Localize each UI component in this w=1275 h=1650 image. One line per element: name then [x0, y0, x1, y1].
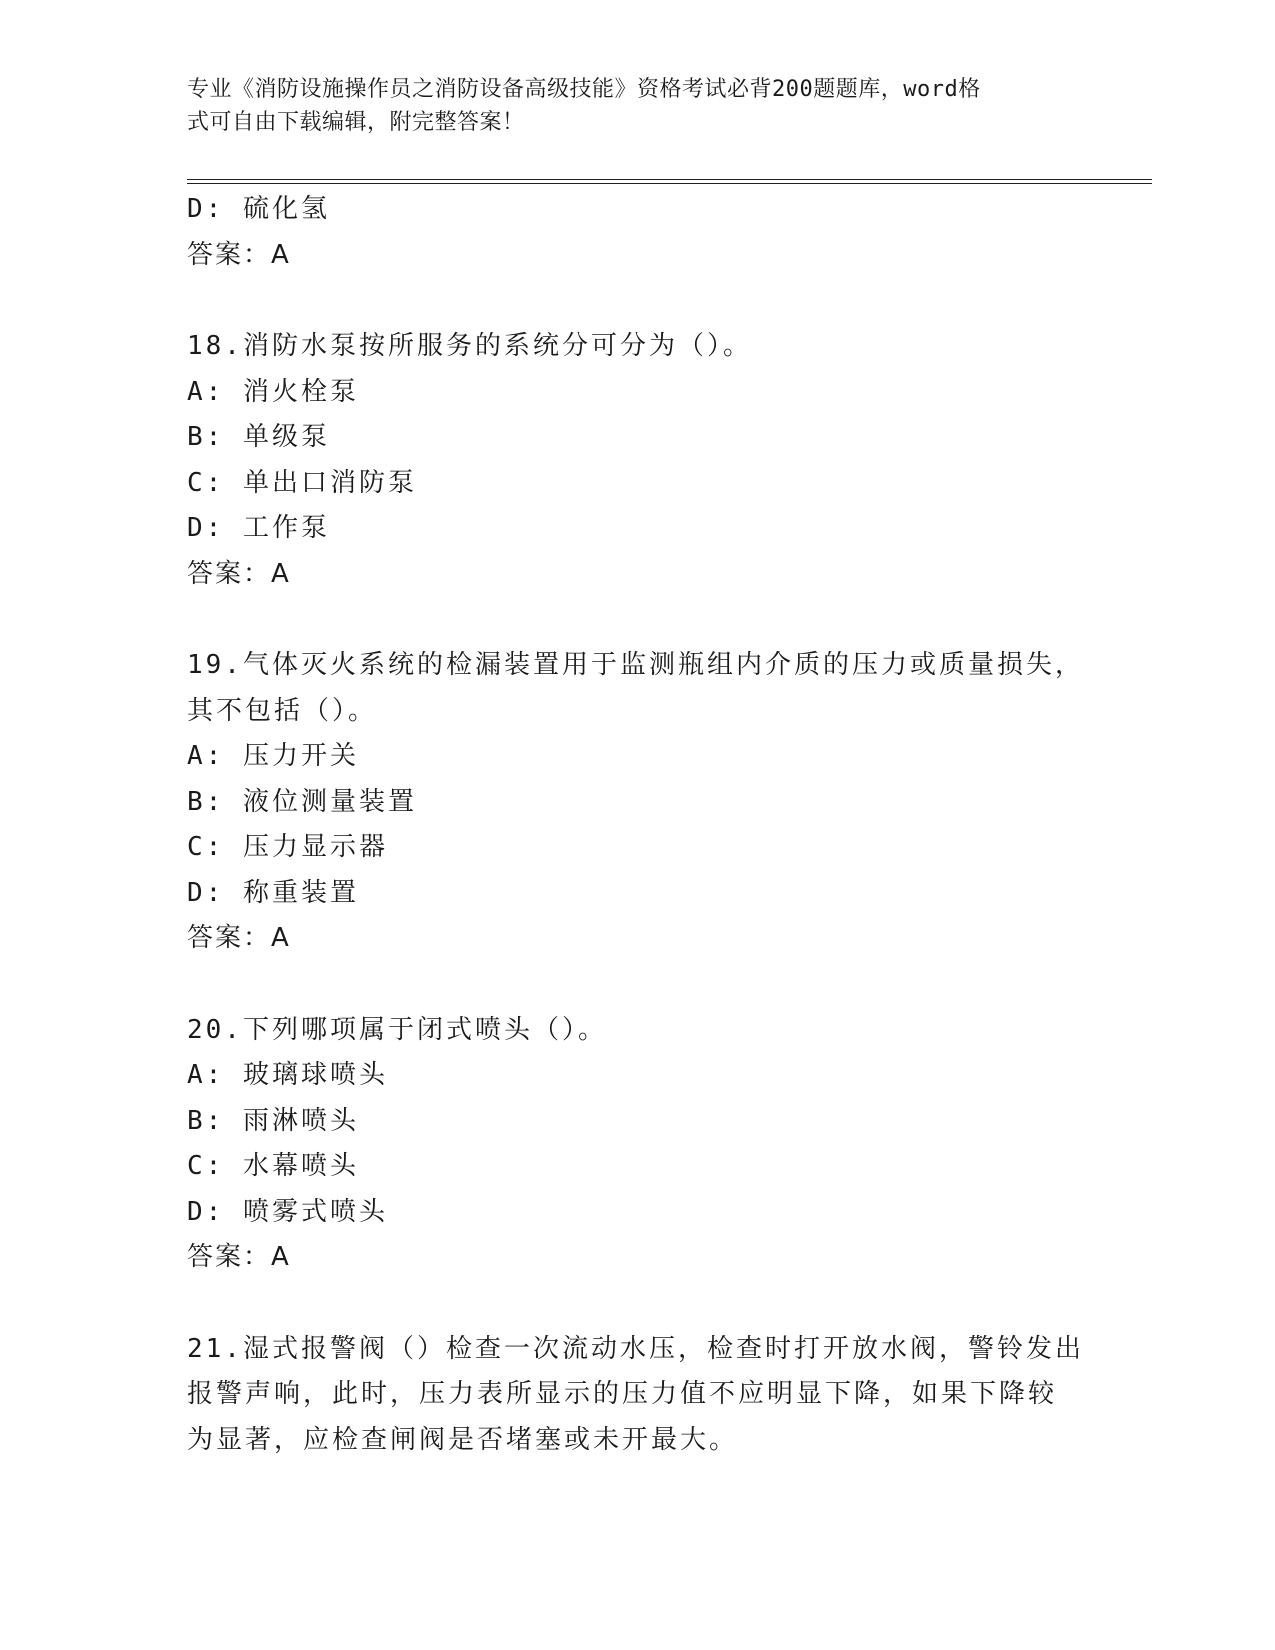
- question-stem-line-2: 其不包括（）。: [187, 695, 378, 726]
- question-18: [187, 324, 1087, 597]
- option-c: C: 水幕喷头: [187, 1151, 359, 1181]
- question-stem: 20.下列哪项属于闭式喷头（）。: [187, 1014, 607, 1045]
- document-header: [187, 73, 1067, 139]
- answer: 答案：A: [187, 558, 291, 589]
- previous-option-d: D: 硫化氢: [187, 194, 330, 224]
- answer: 答案：A: [187, 1242, 291, 1272]
- question-stem-line-3: 为显著，应检查闸阀是否堵塞或未开最大。: [187, 1424, 739, 1455]
- previous-answer: 答案：A: [187, 239, 291, 270]
- spacer: [187, 962, 1087, 1008]
- question-list: [187, 187, 1087, 1463]
- answer: 答案：A: [187, 923, 291, 953]
- question-stem: 18.消防水泵按所服务的系统分可分为（）。: [187, 331, 752, 361]
- header-divider-bottom: [187, 183, 1152, 184]
- option-a: A: 消火栓泵: [187, 376, 359, 407]
- option-c: C: 压力显示器: [187, 832, 388, 862]
- spacer: [187, 278, 1087, 324]
- question-19: [187, 643, 1087, 962]
- option-b: B: 雨淋喷头: [187, 1105, 359, 1136]
- spacer: [187, 1281, 1087, 1327]
- option-a: A: 压力开关: [187, 741, 359, 771]
- header-line-2: 式可自由下载编辑，附完整答案！: [187, 110, 525, 135]
- option-b: B: 液位测量装置: [187, 786, 417, 817]
- question-stem-line-1: 19.气体灭火系统的检漏装置用于监测瓶组内介质的压力或质量损失，: [187, 650, 1084, 680]
- option-d: D: 工作泵: [187, 513, 330, 543]
- question-20: [187, 1008, 1087, 1281]
- option-a: A: 玻璃球喷头: [187, 1060, 388, 1090]
- option-b: B: 单级泵: [187, 422, 330, 452]
- header-divider-top: [187, 179, 1152, 180]
- option-c: C: 单出口消防泵: [187, 467, 417, 498]
- option-d: D: 喷雾式喷头: [187, 1196, 388, 1227]
- option-d: D: 称重装置: [187, 877, 359, 908]
- question-stem-line-2: 报警声响，此时，压力表所显示的压力值不应明显下降，如果下降较: [187, 1379, 1058, 1409]
- question-21: [187, 1327, 1087, 1464]
- question-stem-line-1: 21.湿式报警阀（）检查一次流动水压，检查时打开放水阀，警铃发出: [187, 1333, 1084, 1364]
- header-line-1: 专业《消防设施操作员之消防设备高级技能》资格考试必背200题题库，word格: [187, 77, 981, 102]
- spacer: [187, 597, 1087, 643]
